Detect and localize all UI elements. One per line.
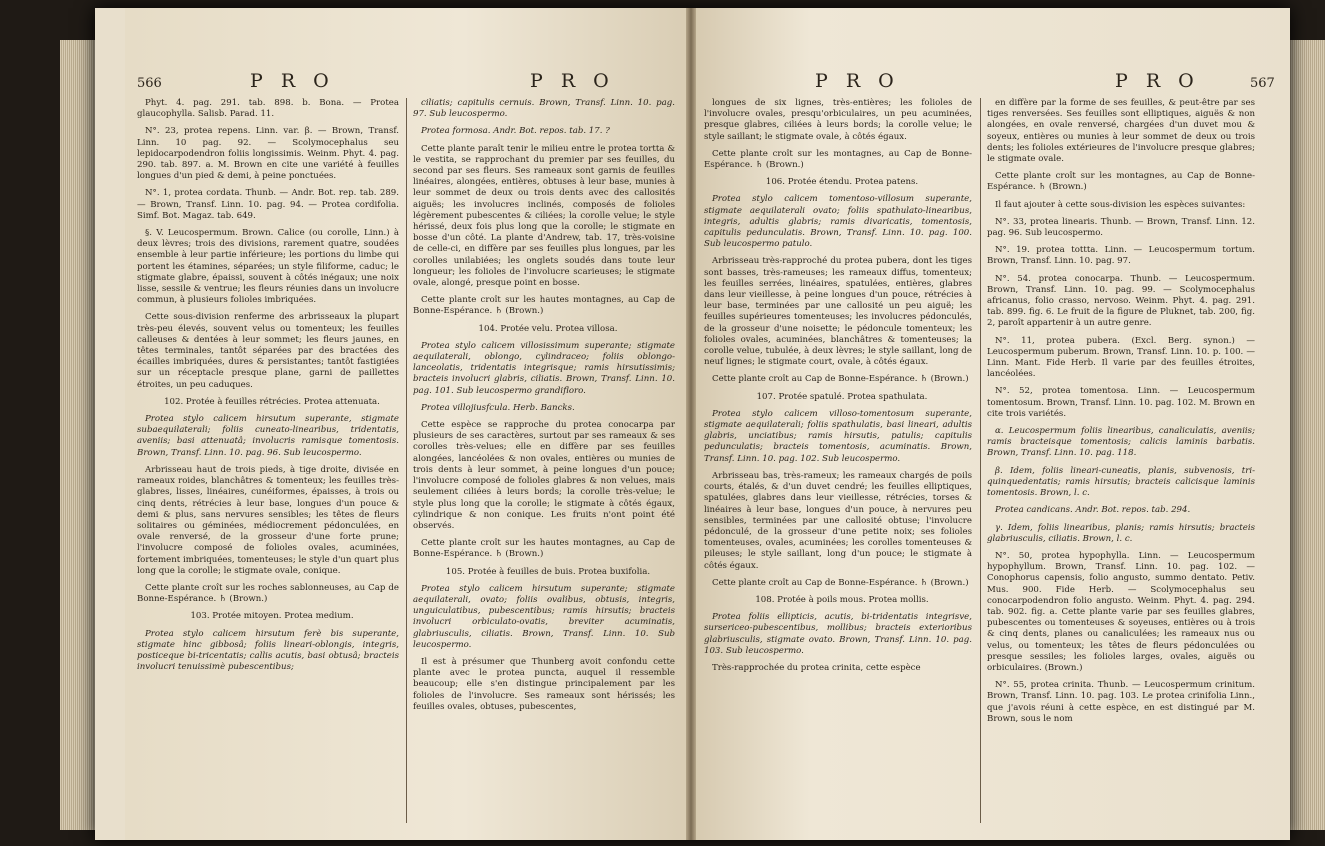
species-heading: 106. Protée étendu. Protea patens. (765, 177, 919, 188)
running-head-left-2: P R O (530, 70, 615, 92)
paragraph: Cette plante croît au Cap de Bonne-Espérance. ♄ (Brown.) (712, 577, 969, 588)
right-page-edges (1285, 40, 1325, 830)
paragraph: Phyt. 4. pag. 291. tab. 898. b. Bona. — Protea glaucophylla. Salisb. Parad. 11. (137, 98, 399, 120)
paragraph: Cette plante croît au Cap de Bonne-Espérance. ♄ (Brown.) (712, 374, 969, 385)
latin-description: Protea stylo calicem tomentoso-villosum superante, stigmate aequilaterali ovato; foliis spathulato-linearibus, integris, adultis glabris; ramis divaricatis, tomentosis, capitulis pedunculatis. Brown, Transf. Linn. 10. pag. 100. Sub leucospermo patulo. (704, 194, 972, 250)
latin-description: Protea stylo calicem villoso-tomentosum superante, stigmate aequilaterali; foliis spathulatis, basi lineari, adultis glabris, unciatibus; ramis hirsutis, patulis; capitulis pedunculatis; bracteis tomentosis, acuminatis. Brown, Transf. Linn. 10. pag. 102. Sub leucospermo. (704, 408, 972, 464)
left-page-column-2 (413, 98, 675, 719)
latin-description: Protea foliis ellipticis, acutis, bi-tridentatis integrisve, sursericeo-pubescentibus, mollibus; bracteis exterioribus glabriusculis, stigmate ovato. Brown, Transf. Linn. 10. pag. 103. Sub leucospermo. (704, 612, 972, 656)
paragraph: Cette plante croît sur les montagnes, au Cap de Bonne-Espérance. ♄ (Brown.) (704, 148, 972, 171)
right-page-column-1 (704, 98, 972, 680)
page-number-right: 567 (1250, 76, 1275, 91)
left-page (125, 8, 690, 840)
species-heading: 103. Protée mitoyen. Protea medium. (190, 611, 354, 622)
paragraph: Protea villojiusfcula. Herb. Bancks. (421, 402, 575, 413)
paragraph: longues de six lignes, très-entières; les folioles de l'involucre ovales, presqu'orbiculaires, un peu acuminées, presque glabres, ciliées à leurs bords; la corolle velue; le style saillant; le stigmate ovale, à côtés égaux. (704, 98, 972, 142)
species-heading: 104. Protée velu. Protea villosa. (478, 323, 618, 334)
paragraph: Protea formosa. Andr. Bot. repos. tab. 17. ? (421, 126, 610, 137)
paragraph: ciliatis; capitulis cernuis. Brown, Transf. Linn. 10. pag. 97. Sub leucospermo. (413, 98, 675, 120)
paragraph: Protea candicans. Andr. Bot. repos. tab. 294. (995, 505, 1191, 516)
left-page-edges (60, 40, 100, 830)
section-heading: §. V. Leucospermum. Brown. Calice (ou corolle, Linn.) à deux lèvres; trois des divisions, rarement quatre, soudées ensemble à leur partie inférieure; les portions du limbe qui portent les étamines, séparées; un style filiforme, caduc; le stigmate glabre, épaissi, souvent à côtés inégaux; une noix lisse, sessile & ventrue; les fleurs réunies dans un involucre commun, à plusieurs folioles imbriquées. (137, 228, 399, 306)
latin-description: Protea stylo calicem hirsutum superante; stigmate aequilaterali, ovato; foliis ovalibus, obtusis, integris, unguiculatibus, pubescentibus; ramis hirsutis; bracteis involucri orbiculato-ovatis, breviter acuminatis, glabriusculis, ciliatis. Brown, Transf. Linn. 10. Sub leucospermo. (413, 583, 675, 650)
paragraph: Il faut ajouter à cette sous-division les espèces suivantes: (995, 199, 1246, 210)
latin-description: β. Idem, foliis lineari-cuneatis, planis, subvenosis, tri-quinquedentatis; ramis hirsutis; bracteis calicisque laminis tomentosis. Brown, l. c. (987, 465, 1255, 499)
species-heading: 108. Protée à poils mous. Protea mollis. (755, 594, 929, 605)
paragraph: N°. 50, protea hypophylla. Linn. — Leucospermum hypophyllum. Brown, Transf. Linn. 10. pag. 102. — Conophorus capensis, folio angusto, summo dentato. Petiv. Mus. 900. Fide Herb. — Scolymocephalus seu conocarpodendron folio angusto. Weinm. Phyt. 4. pag. 294. tab. 902. fig. a. Cette plante varie par ses feuilles glabres, pubescentes ou tomenteuses & soyeuses, entières ou à trois & cinq dents, planes ou canaliculées; les rameaux nus ou velus, ou tomenteux; les têtes de fleurs pédonculées ou presque sessiles; les folioles larges, ovales, aiguës ou orbiculaires. (Brown.) (987, 550, 1255, 673)
paragraph: Arbrisseau bas, très-rameux; les rameaux chargés de poils courts, étalés, & d'un duvet cendré; les feuilles elliptiques, spatulées, glabres dans leur vieillesse, rétrécies, torses & linéaires à leur base, longues d'un pouce, à nervures peu sensibles, terminées par une callosité obtuse; l'involucre pédonculé, de la grosseur d'une petite noix; ses folioles tomenteuses, ovales, acuminées; les corolles tomenteuses & pileuses; le style saillant, long d'un pouce; le stigmate à côtés égaux. (704, 470, 972, 571)
paragraph: Arbrisseau très-rapproché du protea pubera, dont les tiges sont basses, très-rameuses; les rameaux diffus, tomenteux; les feuilles serrées, linéaires, spatulées, entières, glabres dans leur vieillesse, à peine longues d'un pouce, rétrécies à leur base, terminées par une callosité un peu aiguë; les feuilles supérieures tomenteuses; les involucres pédonculés, de la grosseur d'une noisette; le pédoncule tomenteux; les folioles ovales, acuminées, blanchâtres & tomenteuses; la corolle velue, tubulée, à deux lèvres; le style saillant, long de neuf lignes; le stigmate court, ovale, à côtés égaux. (704, 256, 972, 368)
left-page-column-1 (137, 98, 399, 679)
species-heading: 107. Protée spatulé. Protea spathulata. (756, 391, 928, 402)
running-head-left-1: P R O (250, 70, 335, 92)
paragraph: Très-rapprochée du protea crinita, cette espèce (712, 662, 921, 673)
paragraph: N°. 11, protea pubera. (Excl. Berg. synon.) — Leucospermum puberum. Brown, Transf. Linn. 10. p. 100. — Linn. Mant. Fide Herb. Il varie par des feuilles étroites, lancéolées. (987, 335, 1255, 380)
paragraph: Arbrisseau haut de trois pieds, à tige droite, divisée en rameaux roides, blanchâtres & tomenteux; les feuilles très-glabres, lisses, linéaires, cunéiformes, épaisses, à trois ou cinq dents, rétrécies à leur base, longues d'un pouce & demi & plus, sans nervures sensibles; les têtes de fleurs solitaires ou géminées, médiocrement pédonculées, en ovale renversé, de la grosseur d'une forte prune; l'involucre composé de folioles ovales, acuminées, fortement imbriquées, tomenteuses; le style d'un quart plus long que la corolle; le stigmate ovale, conique. (137, 464, 399, 576)
paragraph: Cette plante paraît tenir le milieu entre le protea tortta & le vestita, se rapprochant du premier par ses feuilles, du second par ses fleurs. Ses rameaux sont garnis de feuilles linéaires, alongées, entières, obtuses à leur base, munies à leur sommet de deux ou trois dents avec des callosités aiguës; les involucres inclinés, composés de folioles légèrement pubescentes & ciliées; la corolle velue; le style hérissé, deux fois plus long que la corolle; le stigmate en bosse d'un côté. La plante d'Andrew, tab. 17, très-voisine de celle-ci, en diffère par ses feuilles plus longues, par les corolles unilabiées; les onglets soudés dans toute leur longueur; les folioles de l'involucre scarieuses; le stigmate ovale, alongé, presque point en bosse. (413, 143, 675, 289)
paragraph: Cette espèce se rapproche du protea conocarpa par plusieurs de ses caractères, surtout par ses rameaux & ses corolles très-velues; elle en diffère par ses feuilles alongées, lancéolées & non ovales, entières ou munies de trois dents à leur sommet, à peine longues d'un pouce; l'involucre composé de folioles glabres & non velues, mais seulement ciliées à leurs bords; la corolle très-velue; le style plus long que la corolle; le stigmate à côtés égaux, cylindrique & non conique. Les fruits n'ont point été observés. (413, 420, 675, 531)
paragraph: N°. 33, protea linearis. Thunb. — Brown, Transf. Linn. 12. pag. 96. Sub leucospermo. (987, 216, 1255, 239)
page-number-left: 566 (137, 76, 162, 91)
paragraph: N°. 19. protea tottta. Linn. — Leucospermum tortum. Brown, Transf. Linn. 10. pag. 97. (987, 245, 1255, 267)
paragraph: Cette sous-division renferme des arbrisseaux la plupart très-peu élevés, souvent velus ou tomenteux; les feuilles calleuses & dentées à leur sommet; les fleurs jaunes, en têtes terminales, tantôt séparées par des bractées des écailles imbriquées, dures & persistantes; tantôt fastigiées sur un réceptacle presque plane, garni de paillettes étroites, un peu caduques. (137, 312, 399, 390)
running-head-right-2: P R O (1115, 70, 1200, 92)
latin-description: γ. Idem, foliis linearibus, planis; ramis hirsutis; bracteis glabriusculis, ciliatis. Brown, l. c. (987, 522, 1255, 544)
column-rule (980, 98, 981, 823)
paragraph: N°. 54. protea conocarpa. Thunb. — Leucospermum. Brown, Transf. Linn. 10. pag. 99. — Scolymocephalus africanus, folio crasso, nervoso. Weinm. Phyt. 4. pag. 291. tab. 899. fig. 6. Le fruit de la figure de Pluknet, tab. 200, fig. 2, paroît appartenir à un autre genre. (987, 273, 1255, 329)
paragraph: N°. 55, protea crinita. Thunb. — Leucospermum crinitum. Brown, Transf. Linn. 10. pag. 103. Le protea crinifolia Linn., que j'avois réuni à cette espèce, en est distingué par M. Brown, sous le nom (987, 680, 1255, 724)
right-page-column-2 (987, 98, 1255, 731)
paragraph: Cette plante croît sur les hautes montagnes, au Cap de Bonne-Espérance. ♄ (Brown.) (413, 538, 675, 560)
paragraph: en diffère par la forme de ses feuilles, & peut-être par ses tiges renversées. Ses feuilles sont elliptiques, aiguës & non alongées, en ovale renversé, chargées d'un duvet mou & soyeux, entières ou munies à leur sommet de deux ou trois dents; les folioles extérieures de l'involucre presque glabres; le stigmate ovale. (987, 98, 1255, 165)
latin-description: Protea stylo calicem hirsutum ferè bis superante, stigmate hinc gibbosâ; foliis lineari-oblongis, integris, posticeque bi-tricentatis; callis acutis, basi obtusâ; bracteis involucri tenuissimè pubescentibus; (137, 628, 399, 673)
paragraph: Cette plante croît sur les hautes montagnes, au Cap de Bonne-Espérance. ♄ (Brown.) (413, 295, 675, 317)
species-heading: 102. Protée à feuilles rétrécies. Protea attenuata. (164, 396, 380, 407)
paragraph: Il est à présumer que Thunberg avoit confondu cette plante avec le protea puncta, auquel il ressemble beaucoup; elle s'en distingue principalement par les folioles de l'involucre. Ses rameaux sont hérissés; les feuilles ovales, obtuses, pubescentes, (413, 656, 675, 712)
paragraph: Cette plante croît sur les montagnes, au Cap de Bonne-Espérance. ♄ (Brown.) (987, 171, 1255, 193)
latin-description: α. Leucospermum foliis linearibus, canaliculatis, aveniis; ramis bracteisque tomentosis; calicis laminis barbatis. Brown, Transf. Linn. 10. pag. 118. (987, 426, 1255, 459)
paragraph: N°. 23, protea repens. Linn. var. β. — Brown, Transf. Linn. 10 pag. 92. — Scolymocephalus seu lepidocarpodendron foliis longissimis. Weinm. Phyt. 4. pag. 290. tab. 897. a. M. Brown en cite une variété à feuilles longues d'un pied & demi, à peine ponctuées. (137, 126, 399, 182)
latin-description: Protea stylo calicem villosissimum superante; stigmate aequilaterali, oblongo, cylindraceo; foliis oblongo-lanceolatis, tridentatis integrisque; ramis hirsutissimis; bracteis involucri glabris, ciliatis. Brown, Transf. Linn. 10. pag. 101. Sub leucospermo grandifloro. (413, 340, 675, 396)
book-gutter (686, 8, 696, 840)
species-heading: 105. Protée à feuilles de buis. Protea buxifolia. (445, 566, 651, 577)
paragraph: N°. 1, protea cordata. Thunb. — Andr. Bot. rep. tab. 289. — Brown, Transf. Linn. 10. pag. 94. — Protea cordifolia. Simf. Bot. Magaz. tab. 649. (137, 188, 399, 221)
running-head-right-1: P R O (815, 70, 900, 92)
latin-description: Protea stylo calicem hirsutum superante, stigmate subaequilaterali; foliis cuneato-linearibus, tridentatis, aveniis; basi attenuatâ; involucris ramisque tomentosis. Brown, Transf. Linn. 10. pag. 96. Sub leucospermo. (137, 414, 399, 458)
column-rule (406, 98, 407, 823)
right-page (690, 8, 1290, 840)
paragraph: N°. 52, protea tomentosa. Linn. — Leucospermum tomentosum. Brown, Transf. Linn. 10. pag. 102. M. Brown en cite trois variétés. (987, 386, 1255, 419)
paragraph: Cette plante croît sur les roches sablonneuses, au Cap de Bonne-Espérance. ♄ (Brown.) (137, 582, 399, 605)
